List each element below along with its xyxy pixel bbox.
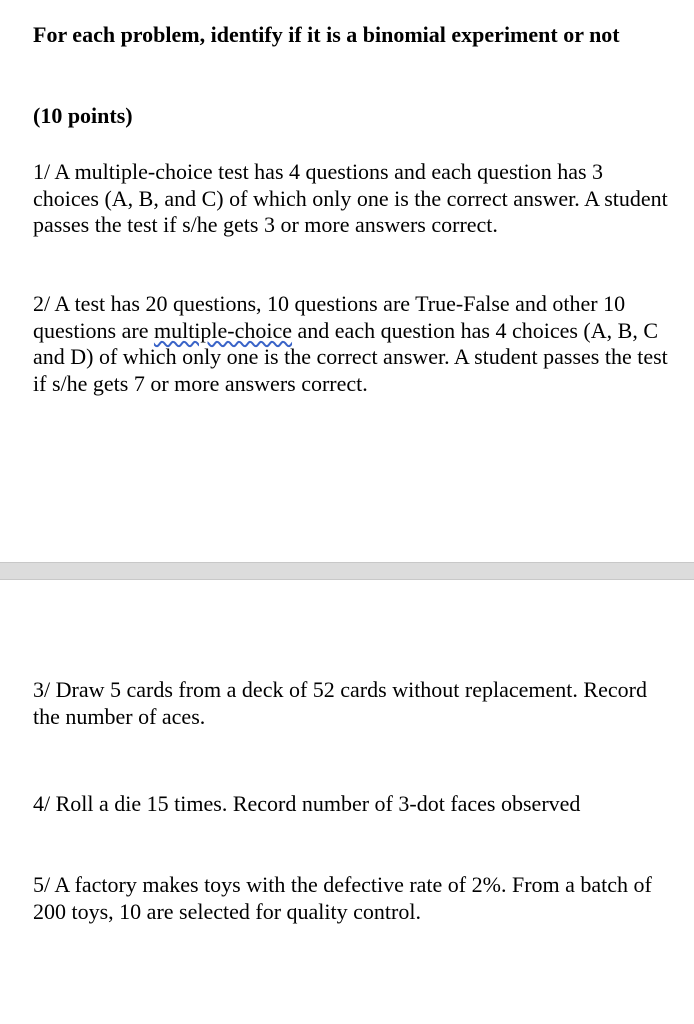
problem-3: 3/ Draw 5 cards from a deck of 52 cards without replacement. Record the number of aces. [33, 677, 647, 729]
problem-4: 4/ Roll a die 15 times. Record number of 3-dot faces observed [33, 791, 581, 816]
problem-2-text-end: and each question has 4 choices (A, B, C and D) of which only one is the correct answer. A student passes the test if s/he gets 7 or more answers correct. [33, 317, 668, 396]
document-page-2 [0, 580, 694, 1024]
points-label: (10 points) [33, 103, 133, 128]
spellcheck-flagged-word[interactable]: multiple-choice [153, 317, 293, 343]
problem-1: 1/ A multiple-choice test has 4 questions and each question has 3 choices (A, B, and C) of which only one is the correct answer. A student passes the test if s/he gets 3 or more answers correct. [33, 159, 668, 237]
page-break [0, 562, 694, 580]
problem-5: 5/ A factory makes toys with the defective rate of 2%. From a batch of 200 toys, 10 are selected for quality control. [33, 872, 652, 924]
instructions-heading: For each problem, identify if it is a binomial experiment or not [33, 22, 620, 47]
problem-2 [33, 291, 673, 397]
problem-2-text-start: 2/ A test has 20 questions, 10 questions are True-False and other 10 questions are [33, 291, 626, 343]
